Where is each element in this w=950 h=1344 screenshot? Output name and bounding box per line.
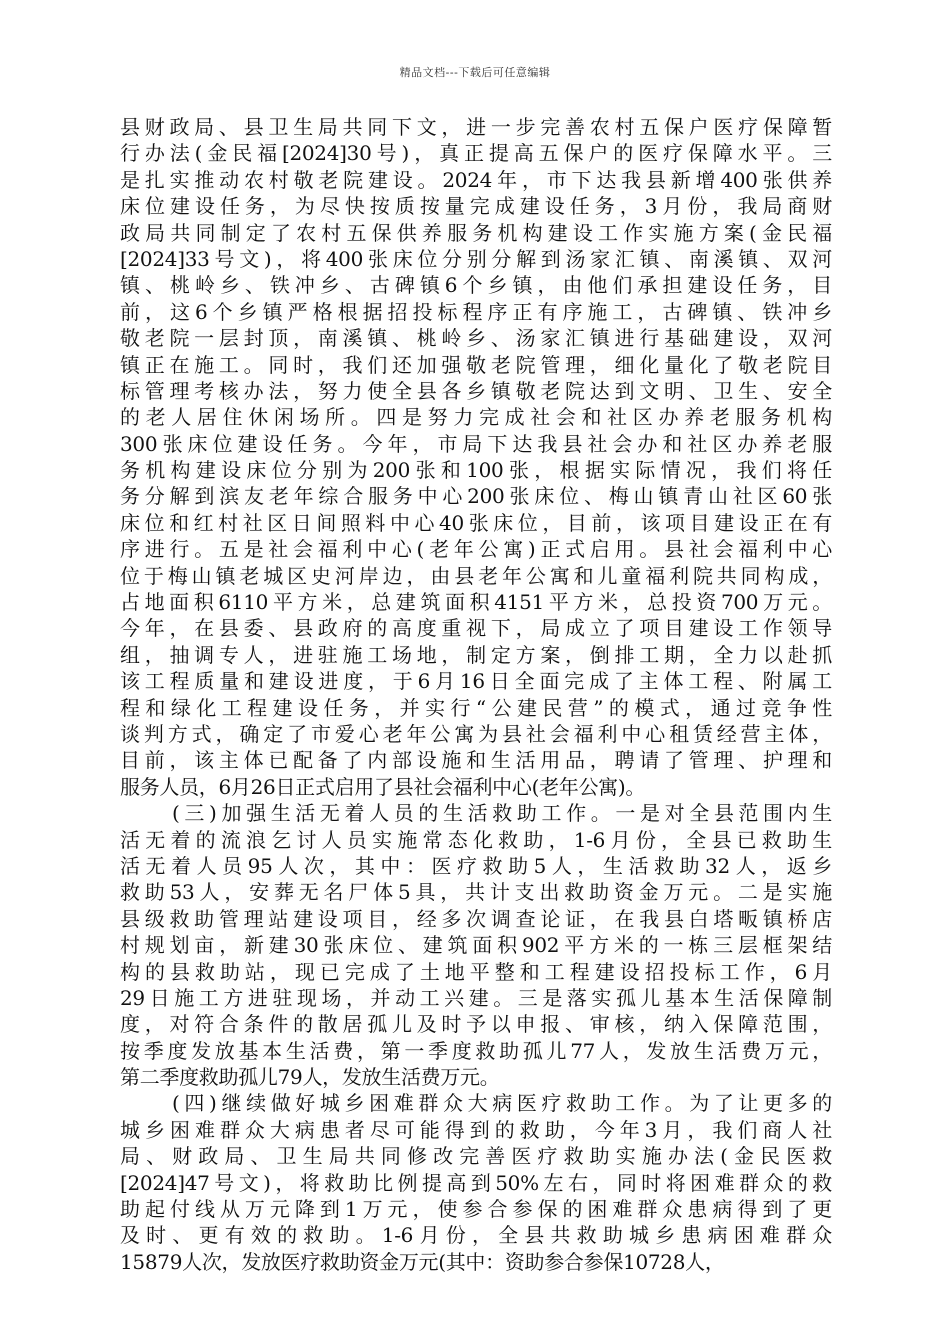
text-line: 该工程质量和建设进度，于6月16日全面完成了主体工程、附属工: [120, 669, 832, 694]
text-line: 按季度发放基本生活费，第一季度救助孤儿77人，发放生活费万元，: [120, 1038, 832, 1063]
text-line: 助起付线从万元降到1万元，使参合参保的困难群众患病得到了更: [120, 1197, 832, 1222]
text-line: 29日施工方进驻现场，并动工兴建。三是落实孤儿基本生活保障制: [120, 985, 832, 1010]
text-line: 城乡困难群众大病患者尽可能得到的救助，今年3月，我们商人社: [120, 1117, 832, 1142]
page-header: 精品文档---下载后可任意编辑: [399, 66, 551, 79]
text-line: [2024]47号文)，将救助比例提高到50%左右，同时将困难群众的救: [120, 1170, 832, 1195]
text-line: 是扎实推动农村敬老院建设。2024年，市下达我县新增400张供养: [120, 167, 832, 192]
text-line: 政局共同制定了农村五保供养服务机构建设工作实施方案(金民福: [120, 220, 832, 245]
text-line: 序进行。五是社会福利中心(老年公寓)正式启用。县社会福利中心: [120, 537, 832, 562]
text-line: 目前，该主体已配备了内部设施和生活用品，聘请了管理、护理和: [120, 748, 832, 773]
text-line: 活无着人员95人次，其中：医疗救助5人，生活救助32人，返乡: [120, 853, 832, 878]
text-line: 15879人次，发放医疗救助资金万元(其中：资助参合参保10728人，: [120, 1249, 725, 1274]
paragraph: [120, 1090, 832, 1275]
text-line: 活无着的流浪乞讨人员实施常态化救助，1-6月份，全县已救助生: [120, 827, 832, 852]
text-line: 务分解到滨友老年综合服务中心200张床位、梅山镇青山社区60张: [120, 484, 832, 509]
text-line: 村规划亩，新建30张床位、建筑面积902平方米的一栋三层框架结: [120, 933, 832, 958]
text-line: 今年，在县委、县政府的高度重视下，局成立了项目建设工作领导: [120, 616, 832, 641]
text-line: 谈判方式，确定了市爱心老年公寓为县社会福利中心租赁经营主体，: [120, 721, 832, 746]
text-line: 标管理考核办法，努力使全县各乡镇敬老院达到文明、卫生、安全: [120, 378, 832, 403]
text-line: (三)加强生活无着人员的生活救助工作。一是对全县范围内生: [172, 801, 832, 826]
text-line: 前，这6个乡镇严格根据招投标程序正有序施工，古碑镇、铁冲乡: [120, 299, 832, 324]
text-line: 救助53人，安葬无名尸体5具，共计支出救助资金万元。二是实施: [120, 880, 832, 905]
text-line: 及时、更有效的救助。1-6月份，全县共救助城乡患病困难群众: [120, 1223, 832, 1248]
text-line: 构的县救助站，现已完成了土地平整和工程建设招投标工作，6月: [120, 959, 832, 984]
paragraph: [120, 800, 832, 1090]
text-line: 300张床位建设任务。今年，市局下达我县社会办和社区办养老服: [120, 431, 832, 456]
text-line: 镇正在施工。同时，我们还加强敬老院管理，细化量化了敬老院目: [120, 352, 832, 377]
text-line: 位于梅山镇老城区史河岸边，由县老年公寓和儿童福利院共同构成，: [120, 563, 832, 588]
text-line: 县财政局、县卫生局共同下文，进一步完善农村五保户医疗保障暂: [120, 115, 832, 139]
paragraph: [120, 114, 832, 800]
text-line: 占地面积6110平方米，总建筑面积4151平方米，总投资700万元。: [120, 590, 832, 615]
text-line: 县级救助管理站建设项目，经多次调查论证，在我县白塔畈镇桥店: [120, 906, 832, 931]
document-body: [120, 114, 832, 1275]
text-line: 组，抽调专人，进驻施工场地，制定方案，倒排工期，全力以赴抓: [120, 642, 832, 667]
text-line: 镇、桃岭乡、铁冲乡、古碑镇6个乡镇，由他们承担建设任务，目: [120, 273, 832, 298]
text-line: 床位和红村社区日间照料中心40张床位，目前，该项目建设正在有: [120, 510, 832, 535]
text-line: 行办法(金民福[2024]30号)，真正提高五保户的医疗保障水平。三: [120, 141, 832, 166]
text-line: 度，对符合条件的散居孤儿及时予以申报、审核，纳入保障范围，: [120, 1012, 832, 1037]
text-line: 程和绿化工程建设任务，并实行“公建民营”的模式，通过竞争性: [120, 695, 832, 720]
text-line: 敬老院一层封顶，南溪镇、桃岭乡、汤家汇镇进行基础建设，双河: [120, 326, 832, 351]
text-line: 第二季度救助孤儿79人，发放生活费万元。: [120, 1065, 500, 1090]
text-line: [2024]33号文)，将400张床位分别分解到汤家汇镇、南溪镇、双河: [120, 246, 832, 271]
text-line: 局、财政局、卫生局共同修改完善医疗救助实施办法(金民医救: [120, 1144, 832, 1169]
text-line: 服务人员，6月26日正式启用了县社会福利中心(老年公寓)。: [120, 774, 646, 799]
text-line: (四)继续做好城乡困难群众大病医疗救助工作。为了让更多的: [172, 1091, 832, 1116]
text-line: 务机构建设床位分别为200张和100张，根据实际情况，我们将任: [120, 458, 832, 483]
text-line: 的老人居住休闲场所。四是努力完成社会和社区办养老服务机构: [120, 405, 832, 430]
text-line: 床位建设任务，为尽快按质按量完成建设任务，3月份，我局商财: [120, 194, 832, 219]
